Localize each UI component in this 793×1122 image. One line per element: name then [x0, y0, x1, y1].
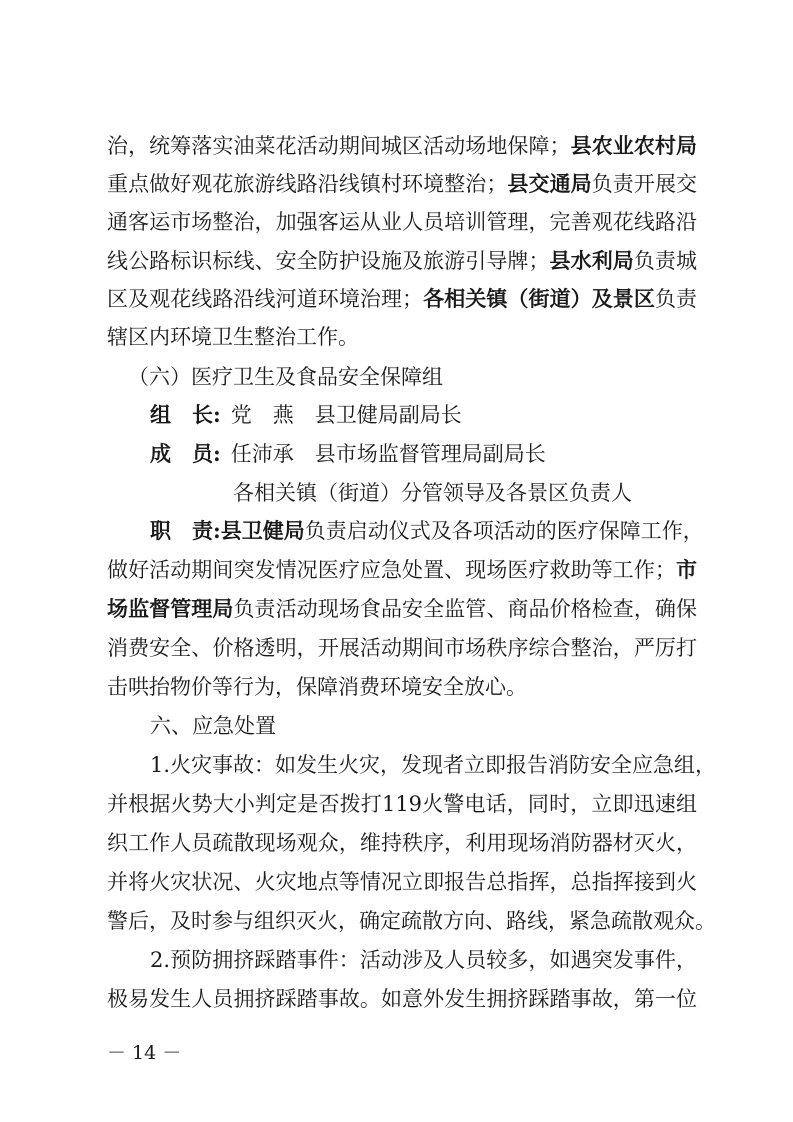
text-run: 负责启动仪式及各项活动的医疗保障工作，: [304, 519, 704, 543]
paragraph-line: [107, 553, 697, 587]
text-run-bold: 场监督管理局: [107, 596, 234, 621]
leader-given-name: 燕: [272, 403, 294, 427]
paragraph-line: [107, 592, 697, 626]
label-colon: 责:: [192, 518, 221, 543]
text-run: 织工作人员疏散现场观众，维持秩序，利用现场消防器材灭火，: [107, 831, 697, 855]
text-run: 2.预防拥挤踩踏事件：活动涉及人员较多，如遇突发事件，: [150, 948, 697, 972]
text-run: 警后，及时参与组织灭火，确定疏散方向、路线，紧急疏散观众。: [107, 909, 716, 933]
text-run: 做好活动期间突发情况医疗应急处置、现场医疗救助等工作；: [107, 558, 676, 582]
text-run: 负责活动现场食品安全监管、商品价格检查，确保: [233, 597, 698, 621]
text-run: 负责: [654, 287, 698, 311]
paragraph-line: [107, 282, 697, 316]
paragraph-line: [107, 904, 716, 938]
section-heading: [128, 360, 528, 394]
text-run: 并将火灾状况、火灾地点等情况立即报告总指挥，总指挥接到火: [107, 870, 697, 894]
text-run: 击哄抬物价等行为，保障消费环境安全放心。: [107, 675, 527, 699]
text-run: 1.火灾事故：如发生火灾，发现者立即报告消防安全应急组，: [150, 753, 717, 777]
paragraph-line: [107, 129, 697, 163]
text-run: 负责开展交: [591, 172, 698, 196]
text-run: 线公路标识标线、安全防护设施及旅游引导牌；: [107, 249, 550, 273]
paragraph-line: [107, 670, 697, 704]
text-run: 六、应急处置: [150, 714, 276, 738]
paragraph-line: [107, 631, 697, 665]
paragraph-line: [107, 244, 697, 278]
section-heading: [150, 709, 550, 743]
label-colon: 长:: [192, 402, 221, 427]
paragraph-line: [150, 943, 697, 977]
member-name: 任沛承: [230, 442, 294, 466]
paragraph-line: [107, 982, 697, 1016]
text-run: 治，统筹落实油菜花活动期间城区活动场地保障；: [107, 134, 571, 158]
text-run: 消费安全、价格透明，开展活动期间市场秩序综合整治，严厉打: [107, 636, 697, 660]
label-colon: 员:: [192, 441, 221, 466]
text-run: 辖区内环境卫生整治工作。: [107, 325, 359, 349]
paragraph-line: [150, 748, 717, 782]
paragraph-line: [107, 167, 697, 201]
leader-surname: 党: [230, 403, 252, 427]
paragraph-line: [107, 826, 697, 860]
text-run: 通客运市场整治，加强客运从业人员培训管理，完善观花线路沿: [107, 210, 697, 234]
paragraph-line: [107, 787, 697, 821]
text-run: （六）医疗卫生及食品安全保障组: [128, 365, 443, 389]
leader-title: 县卫健局副局长: [314, 403, 462, 427]
paragraph-line: [107, 320, 697, 354]
group-member-line: [150, 437, 600, 471]
paragraph-line: [107, 205, 697, 239]
text-run: 极易发生人员拥挤踩踏事故。如意外发生拥挤踩踏事故，第一位: [107, 987, 697, 1011]
text-run: 并根据火势大小判定是否拨打119火警电话，同时，立即迅速组: [107, 792, 697, 816]
text-run: 重点做好观花旅游线路沿线镇村环境整治；: [107, 172, 508, 196]
label-char: 职: [150, 518, 171, 543]
text-run-bold: 县交通局: [507, 171, 592, 196]
text-run-bold: 市: [675, 557, 698, 582]
duty-line: [150, 514, 704, 548]
text-run: 负责城: [633, 249, 698, 273]
text-run-bold: 县水利局: [549, 248, 634, 273]
text-run: 各相关镇（街道）分管领导及各景区负责人: [233, 481, 632, 505]
text-run-bold: 各相关镇（街道）及景区: [423, 286, 655, 311]
label-char: 组: [150, 402, 171, 427]
paragraph-line: [107, 865, 697, 899]
label-char: 成: [150, 441, 171, 466]
page-number: － 14 －: [107, 1042, 182, 1064]
member-title: 县市场监督管理局副局长: [314, 442, 546, 466]
group-member-line: [233, 476, 683, 510]
group-leader-line: [150, 398, 550, 432]
text-run: 区及观花线路沿线河道环境治理；: [107, 287, 424, 311]
text-run-bold: 县农业农村局: [570, 133, 698, 158]
text-run-bold: 县卫健局: [220, 518, 305, 543]
